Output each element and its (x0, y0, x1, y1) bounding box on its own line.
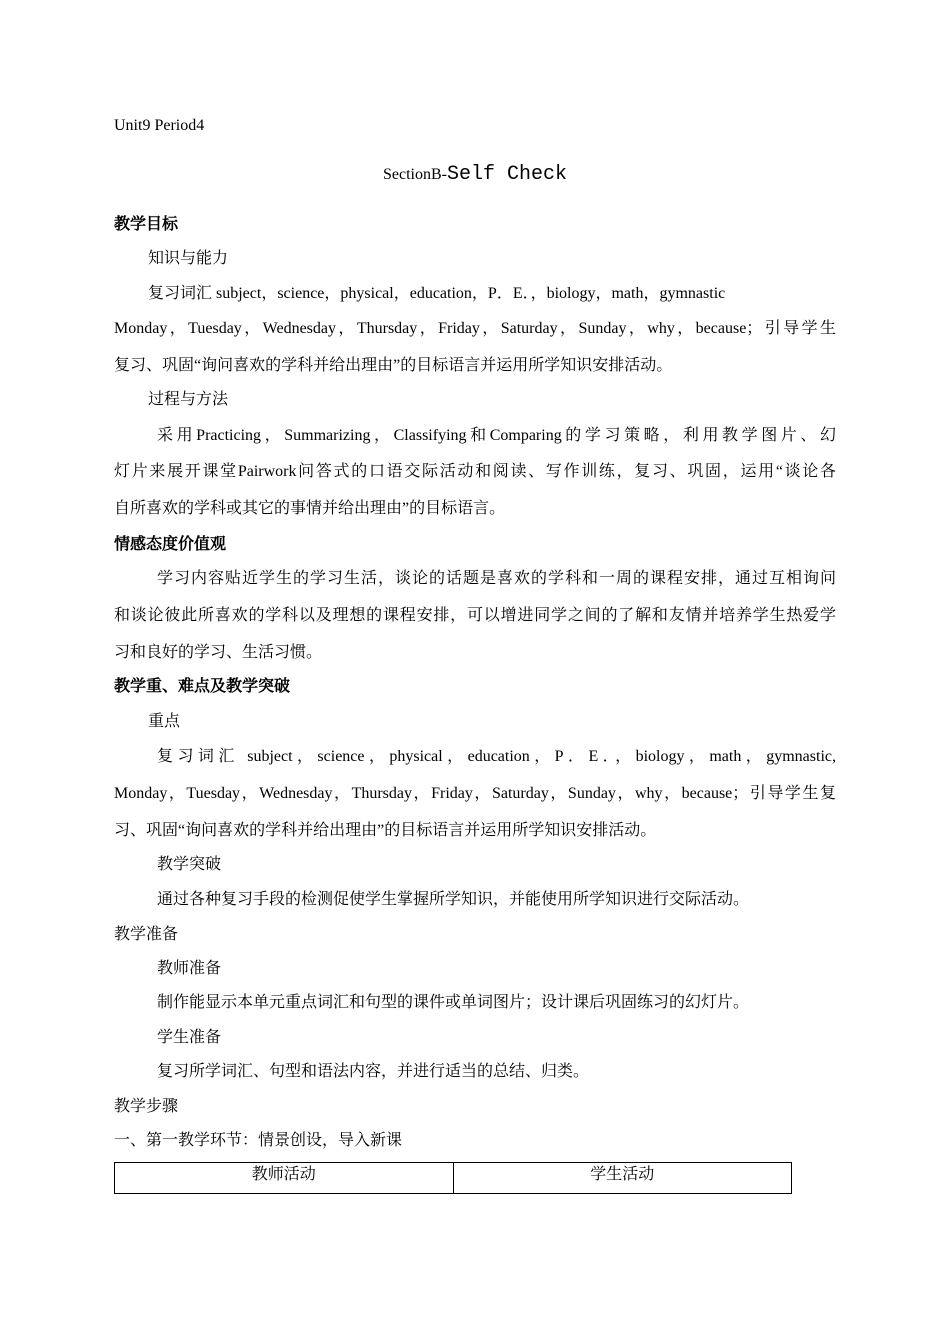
breakthrough-subheading: 教学突破 (157, 856, 222, 873)
steps-heading: 教学步骤 (114, 1098, 179, 1115)
goals-heading: 教学目标 (114, 216, 179, 233)
process-line-1: 采用Practicing，Summarizing，Classifying和Comparing的学习策略，利用教学图片、幻 (157, 427, 836, 444)
key-line-1: 复习词汇 subject，science，physical，education，P．E．，biology，math，gymnastic, (157, 748, 836, 765)
process-line-3: 自所喜欢的学科或其它的事情并给出理由”的目标语言。 (114, 500, 506, 517)
attitude-line-1: 学习内容贴近学生的学习生活，谈论的话题是喜欢的学科和一周的课程安排，通过互相询问 (157, 570, 836, 587)
prep-heading: 教学准备 (114, 926, 179, 943)
steps-table (114, 1162, 792, 1194)
knowledge-subheading: 知识与能力 (148, 250, 229, 267)
table-header-row (115, 1163, 792, 1194)
title-prefix: SectionB- (382, 166, 447, 183)
student-prep-text: 复习所学词汇、句型和语法内容，并进行适当的总结、归类。 (157, 1063, 590, 1080)
attitude-line-3: 习和良好的学习、生活习惯。 (114, 644, 323, 661)
key-line-3: 习、巩固“询问喜欢的学科并给出理由”的目标语言并运用所学知识安排活动。 (114, 822, 657, 839)
knowledge-line-2: Monday，Tuesday，Wednesday，Thursday，Friday，Saturday，Sunday，why，because；引导学生 (114, 320, 836, 337)
unit-period-label: Unit9 Period4 (114, 117, 205, 134)
key-subheading: 重点 (148, 713, 181, 730)
knowledge-line-3: 复习、巩固“询问喜欢的学科并给出理由”的目标语言并运用所学知识安排活动。 (114, 357, 673, 374)
attitude-heading: 情感态度价值观 (114, 536, 227, 553)
student-activity-header: 学生活动 (453, 1163, 792, 1194)
attitude-line-2: 和谈论彼此所喜欢的学科以及理想的课程安排，可以增进同学之间的了解和友情并培养学生热爱学 (114, 607, 836, 624)
student-prep-subheading: 学生准备 (157, 1029, 222, 1046)
page-title (0, 163, 950, 187)
teacher-activity-header: 教师活动 (115, 1163, 454, 1194)
teacher-prep-subheading: 教师准备 (157, 960, 222, 977)
focus-heading: 教学重、难点及教学突破 (114, 678, 291, 695)
stage-1-heading: 一、第一教学环节：情景创设，导入新课 (114, 1132, 403, 1149)
process-subheading: 过程与方法 (148, 391, 229, 408)
teacher-prep-text: 制作能显示本单元重点词汇和句型的课件或单词图片；设计课后巩固练习的幻灯片。 (157, 994, 750, 1011)
key-line-2: Monday，Tuesday，Wednesday，Thursday，Friday，Saturday，Sunday，why，because；引导学生复 (114, 785, 836, 802)
title-main: Self Check (446, 163, 568, 186)
knowledge-line-1: 复习词汇 subject，science，physical，education，P．E．，biology，math，gymnastic (148, 285, 726, 302)
process-line-2: 灯片来展开课堂Pairwork问答式的口语交际活动和阅读、写作训练，复习、巩固，运用“谈论各 (114, 463, 836, 480)
breakthrough-text: 通过各种复习手段的检测促使学生掌握所学知识，并能使用所学知识进行交际活动。 (157, 891, 750, 908)
